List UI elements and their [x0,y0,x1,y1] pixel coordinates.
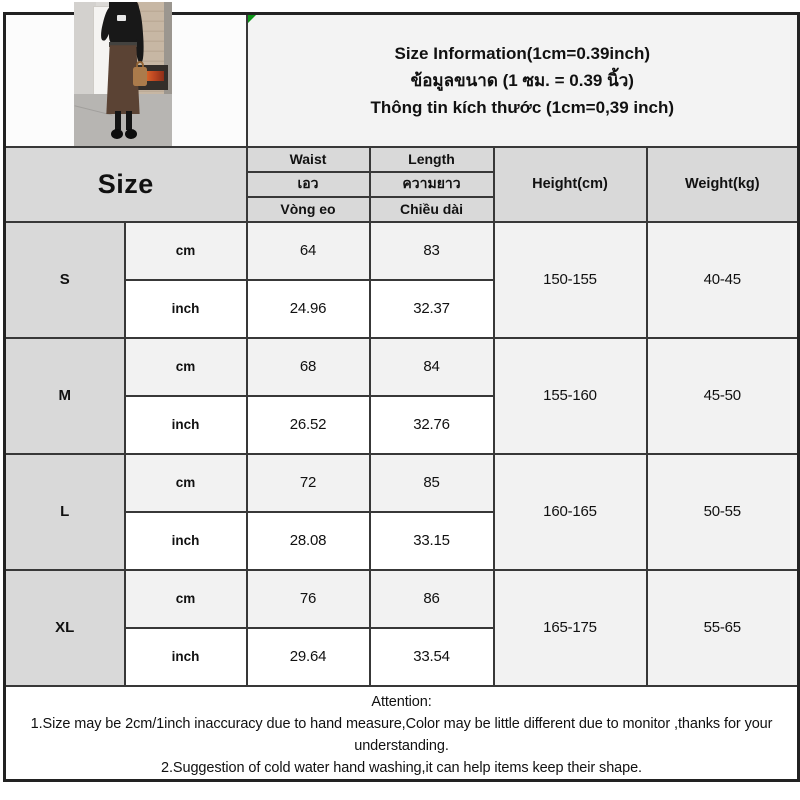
size-label-xl: XL [5,570,125,686]
photo-model-shoe-right [125,129,137,139]
m-height-range: 155-160 [494,338,647,454]
unit-inch: inch [125,628,247,686]
model-photo [74,2,172,146]
photo-model-leg-left [115,111,121,130]
unit-inch: inch [125,396,247,454]
m-waist-inch: 26.52 [247,396,370,454]
title-line-english: Size Information(1cm=0.39inch) [394,43,651,63]
unit-cm: cm [125,222,247,280]
l-weight-range: 50-55 [647,454,799,570]
s-length-cm: 83 [370,222,494,280]
l-waist-inch: 28.08 [247,512,370,570]
s-length-inch: 32.37 [370,280,494,338]
waist-header-th: เอว [247,172,370,197]
waist-header-vi: Vòng eo [247,197,370,222]
attention-title: Attention: [371,693,432,710]
size-label-m: M [5,338,125,454]
attention-row [5,686,799,781]
s-waist-cm: 64 [247,222,370,280]
l-length-cm: 85 [370,454,494,512]
xl-height-range: 165-175 [494,570,647,686]
row-m-cm [5,338,799,396]
length-header-th: ความยาว [370,172,494,197]
size-label-l: L [5,454,125,570]
xl-waist-cm: 76 [247,570,370,628]
unit-cm: cm [125,338,247,396]
photo-handbag [133,67,147,86]
unit-inch: inch [125,512,247,570]
title-line-vietnamese: Thông tin kích thước (1cm=0,39 inch) [370,97,675,117]
attention-cell [5,686,799,781]
row-xl-cm [5,570,799,628]
size-label-s: S [5,222,125,338]
waist-header-en: Waist [247,147,370,172]
header-row-1 [5,147,799,172]
attention-note-2: 2.Suggestion of cold water hand washing,it can help items keep their shape. [161,759,642,776]
length-header-vi: Chiều dài [370,197,494,222]
photo-model-shoe-left [111,129,123,139]
unit-inch: inch [125,280,247,338]
cell-comment-marker-icon [248,15,256,23]
l-length-inch: 33.15 [370,512,494,570]
photo-model-black-top [109,2,136,45]
attention-note-1: 1.Size may be 2cm/1inch inaccuracy due to hand measure,Color may be little different due to monitor ,thanks for your understanding. [30,715,773,754]
unit-cm: cm [125,454,247,512]
photo-top-logo [117,15,126,21]
s-height-range: 150-155 [494,222,647,338]
row-s-cm [5,222,799,280]
s-waist-inch: 24.96 [247,280,370,338]
s-weight-range: 40-45 [647,222,799,338]
xl-weight-range: 55-65 [647,570,799,686]
title-cell [247,14,799,147]
l-waist-cm: 72 [247,454,370,512]
m-waist-cm: 68 [247,338,370,396]
photo-model-leg-right [126,111,132,130]
title-line-thai: ข้อมูลขนาด (1 ซม. = 0.39 นิ้ว) [410,70,634,90]
xl-length-cm: 86 [370,570,494,628]
length-header-en: Length [370,147,494,172]
row-l-cm [5,454,799,512]
height-header: Height(cm) [494,147,647,222]
xl-length-inch: 33.54 [370,628,494,686]
l-height-range: 160-165 [494,454,647,570]
unit-cm: cm [125,570,247,628]
m-length-cm: 84 [370,338,494,396]
xl-waist-inch: 29.64 [247,628,370,686]
size-column-header: Size [5,147,247,222]
m-length-inch: 32.76 [370,396,494,454]
weight-header: Weight(kg) [647,147,799,222]
m-weight-range: 45-50 [647,338,799,454]
